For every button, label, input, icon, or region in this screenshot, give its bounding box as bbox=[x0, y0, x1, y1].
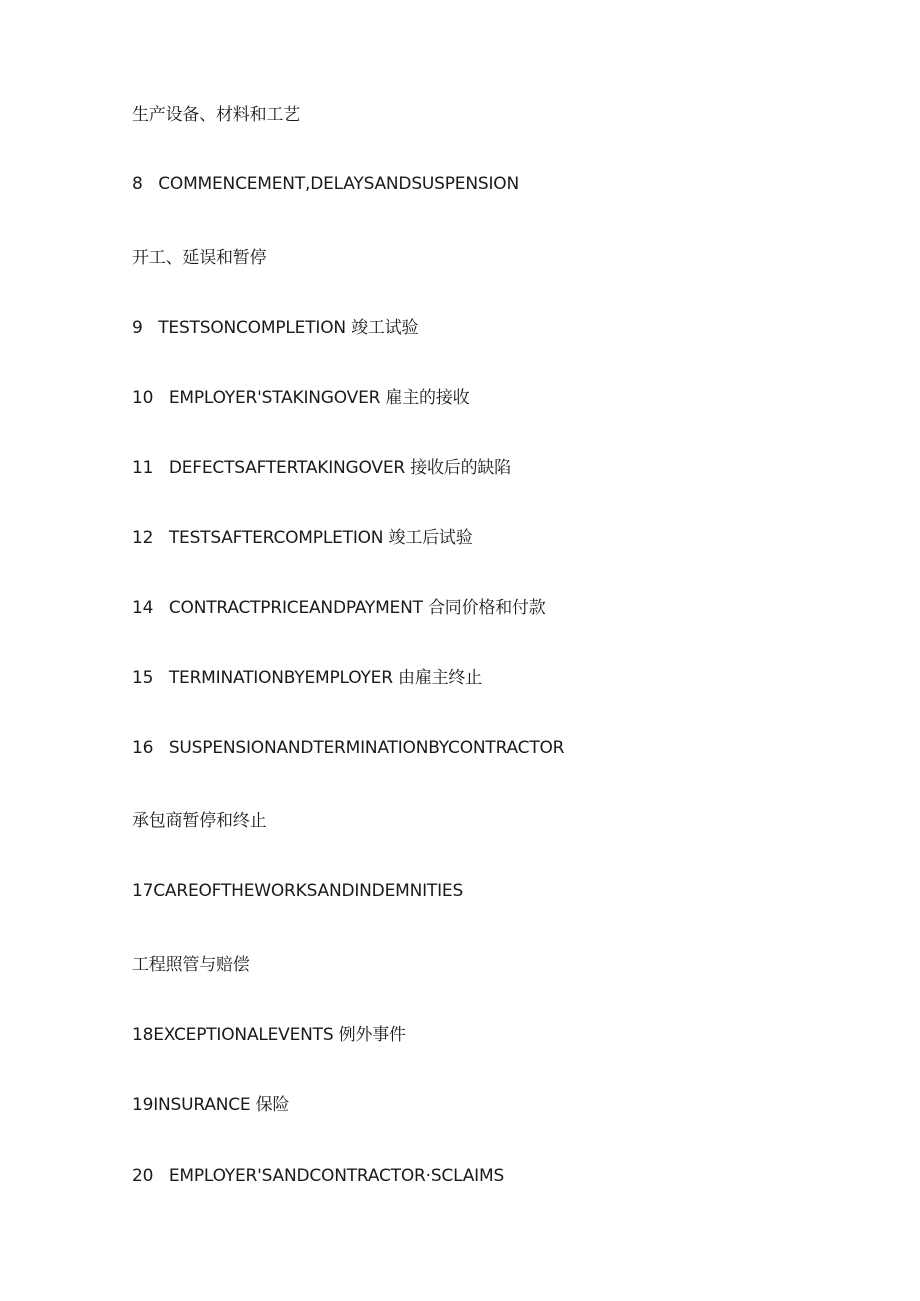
clause-heading: 18EXCEPTIONALEVENTS 例外事件 bbox=[132, 1025, 406, 1045]
clause-heading: 17CAREOFTHEWORKSANDINDEMNITIES bbox=[132, 881, 464, 901]
clause-heading: 9 TESTSONCOMPLETION 竣工试验 bbox=[132, 318, 419, 338]
text-line: 生产设备、材料和工艺 bbox=[132, 105, 300, 125]
clause-heading: 14 CONTRACTPRICEANDPAYMENT 合同价格和付款 bbox=[132, 598, 546, 618]
clause-heading: 10 EMPLOYER'STAKINGOVER 雇主的接收 bbox=[132, 388, 470, 408]
clause-heading: 15 TERMINATIONBYEMPLOYER 由雇主终止 bbox=[132, 668, 483, 688]
clause-heading: 16 SUSPENSIONANDTERMINATIONBYCONTRACTOR bbox=[132, 738, 565, 758]
text-line: 承包商暂停和终止 bbox=[132, 811, 267, 831]
clause-heading: 20 EMPLOYER'SANDCONTRACTOR·SCLAIMS bbox=[132, 1166, 505, 1186]
text-line: 开工、延误和暂停 bbox=[132, 248, 267, 268]
clause-heading: 11 DEFECTSAFTERTAKINGOVER 接收后的缺陷 bbox=[132, 458, 511, 478]
clause-heading: 12 TESTSAFTERCOMPLETION 竣工后试验 bbox=[132, 528, 473, 548]
clause-heading: 19INSURANCE 保险 bbox=[132, 1095, 290, 1115]
text-line: 工程照管与赔偿 bbox=[132, 955, 250, 975]
clause-heading: 8 COMMENCEMENT,DELAYSANDSUSPENSION bbox=[132, 174, 519, 194]
